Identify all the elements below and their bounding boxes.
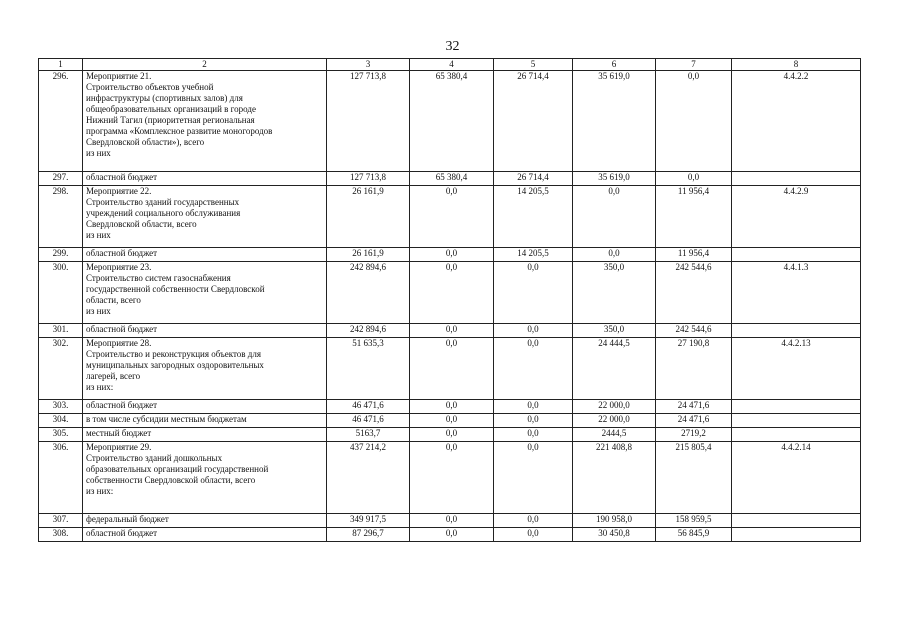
description-line: областной бюджет [86, 172, 158, 182]
value-cell: 0,0 [494, 428, 573, 442]
description-line: образовательных организаций государственной [86, 464, 269, 474]
description-line: государственной собственности Свердловской [86, 284, 265, 294]
value-cell: 46 471,6 [327, 400, 410, 414]
value-cell: 350,0 [573, 262, 656, 324]
target-code: 4.4.2.13 [732, 338, 861, 400]
value-cell: 350,0 [573, 324, 656, 338]
value-cell: 26 714,4 [494, 172, 573, 186]
description-line: Мероприятие 23. [86, 262, 152, 272]
value-cell: 24 471,6 [656, 414, 732, 428]
value-cell: 0,0 [410, 248, 494, 262]
row-number: 308. [39, 528, 83, 542]
value-cell: 46 471,6 [327, 414, 410, 428]
description-line: Строительство и реконструкция объектов для [86, 349, 262, 359]
row-description [83, 71, 327, 172]
description-line: Мероприятие 22. [86, 186, 152, 196]
value-cell: 2444,5 [573, 428, 656, 442]
target-code [732, 528, 861, 542]
value-cell: 0,0 [494, 528, 573, 542]
value-cell: 0,0 [656, 172, 732, 186]
value-cell: 0,0 [410, 514, 494, 528]
value-cell: 0,0 [410, 428, 494, 442]
value-cell: 0,0 [573, 248, 656, 262]
description-line: из них: [86, 486, 114, 496]
value-cell: 0,0 [410, 324, 494, 338]
value-cell: 0,0 [410, 442, 494, 514]
target-code [732, 172, 861, 186]
value-cell: 127 713,8 [327, 172, 410, 186]
value-cell: 0,0 [410, 186, 494, 248]
value-cell: 0,0 [410, 400, 494, 414]
description-line: программа «Комплексное развитие моногородов [86, 126, 273, 136]
value-cell: 56 845,9 [656, 528, 732, 542]
row-description [83, 528, 327, 542]
table-row [39, 248, 861, 262]
description-line: Мероприятие 29. [86, 442, 152, 452]
row-number: 296. [39, 71, 83, 172]
value-cell: 14 205,5 [494, 248, 573, 262]
value-cell: 65 380,4 [410, 172, 494, 186]
target-code: 4.4.2.9 [732, 186, 861, 248]
table-row [39, 324, 861, 338]
value-cell: 0,0 [494, 514, 573, 528]
value-cell: 22 000,0 [573, 400, 656, 414]
description-line: местный бюджет [86, 428, 152, 438]
value-cell: 0,0 [494, 262, 573, 324]
row-number: 297. [39, 172, 83, 186]
column-header: 1 [39, 59, 83, 71]
row-number: 301. [39, 324, 83, 338]
value-cell: 158 959,5 [656, 514, 732, 528]
row-number: 304. [39, 414, 83, 428]
description-line: Строительство систем газоснабжения [86, 273, 231, 283]
value-cell: 0,0 [494, 324, 573, 338]
value-cell: 5163,7 [327, 428, 410, 442]
column-header: 8 [732, 59, 861, 71]
column-header: 7 [656, 59, 732, 71]
column-header: 6 [573, 59, 656, 71]
description-line: Мероприятие 21. [86, 71, 152, 81]
value-cell: 26 161,9 [327, 186, 410, 248]
target-code [732, 514, 861, 528]
row-number: 302. [39, 338, 83, 400]
description-line: из них [86, 230, 111, 240]
value-cell: 26 714,4 [494, 71, 573, 172]
value-cell: 24 471,6 [656, 400, 732, 414]
target-code [732, 400, 861, 414]
target-code: 4.4.2.14 [732, 442, 861, 514]
value-cell: 0,0 [410, 528, 494, 542]
value-cell: 14 205,5 [494, 186, 573, 248]
row-description [83, 248, 327, 262]
table-row [39, 400, 861, 414]
value-cell: 30 450,8 [573, 528, 656, 542]
description-line: Нижний Тагил (приоритетная региональная [86, 115, 255, 125]
target-code [732, 248, 861, 262]
target-code [732, 414, 861, 428]
column-header: 2 [83, 59, 327, 71]
description-line: областной бюджет [86, 324, 158, 334]
description-line: собственности Свердловской области, всего [86, 475, 256, 485]
value-cell: 22 000,0 [573, 414, 656, 428]
description-line: Свердловской области, всего [86, 219, 197, 229]
description-line: учреждений социального обслуживания [86, 208, 241, 218]
description-line: областной бюджет [86, 528, 158, 538]
description-line: Строительство объектов учебной [86, 82, 214, 92]
value-cell: 0,0 [410, 414, 494, 428]
row-number: 300. [39, 262, 83, 324]
description-line: областной бюджет [86, 400, 158, 410]
value-cell: 349 917,5 [327, 514, 410, 528]
row-description [83, 324, 327, 338]
value-cell: 0,0 [494, 414, 573, 428]
page-number: 32 [445, 39, 460, 54]
row-description [83, 262, 327, 324]
table-row [39, 262, 861, 324]
description-line: в том числе субсидии местным бюджетам [86, 414, 247, 424]
description-line: общеобразовательных организаций в городе [86, 104, 256, 114]
column-header: 3 [327, 59, 410, 71]
table-row [39, 186, 861, 248]
value-cell: 190 958,0 [573, 514, 656, 528]
table-row [39, 442, 861, 514]
value-cell: 24 444,5 [573, 338, 656, 400]
target-code [732, 324, 861, 338]
table-row [39, 514, 861, 528]
row-number: 306. [39, 442, 83, 514]
row-number: 307. [39, 514, 83, 528]
budget-table [38, 58, 861, 542]
description-line: из них: [86, 382, 114, 392]
value-cell: 215 805,4 [656, 442, 732, 514]
value-cell: 0,0 [494, 400, 573, 414]
row-number: 303. [39, 400, 83, 414]
value-cell: 87 296,7 [327, 528, 410, 542]
value-cell: 0,0 [410, 338, 494, 400]
description-line: инфраструктуры (спортивных залов) для [86, 93, 243, 103]
value-cell: 242 544,6 [656, 262, 732, 324]
value-cell: 437 214,2 [327, 442, 410, 514]
target-code [732, 428, 861, 442]
value-cell: 35 619,0 [573, 172, 656, 186]
target-code: 4.4.1.3 [732, 262, 861, 324]
description-line: муниципальных загородных оздоровительных [86, 360, 264, 370]
description-line: Строительство зданий дошкольных [86, 453, 223, 463]
row-description [83, 172, 327, 186]
row-description [83, 338, 327, 400]
row-description [83, 414, 327, 428]
description-line: Строительство зданий государственных [86, 197, 240, 207]
column-header: 4 [410, 59, 494, 71]
row-description [83, 442, 327, 514]
table-row [39, 414, 861, 428]
description-line: областной бюджет [86, 248, 158, 258]
description-line: федеральный бюджет [86, 514, 169, 524]
row-number: 299. [39, 248, 83, 262]
table-row [39, 172, 861, 186]
description-line: Мероприятие 28. [86, 338, 152, 348]
value-cell: 65 380,4 [410, 71, 494, 172]
value-cell: 11 956,4 [656, 248, 732, 262]
row-description [83, 186, 327, 248]
description-line: из них [86, 306, 111, 316]
table-row [39, 71, 861, 172]
row-description [83, 428, 327, 442]
value-cell: 242 894,6 [327, 262, 410, 324]
value-cell: 26 161,9 [327, 248, 410, 262]
value-cell: 0,0 [494, 338, 573, 400]
table-header-row [39, 59, 861, 71]
value-cell: 2719,2 [656, 428, 732, 442]
value-cell: 27 190,8 [656, 338, 732, 400]
value-cell: 242 894,6 [327, 324, 410, 338]
target-code: 4.4.2.2 [732, 71, 861, 172]
table-row [39, 528, 861, 542]
description-line: из них [86, 148, 111, 158]
table-row [39, 428, 861, 442]
row-description [83, 514, 327, 528]
table-row [39, 338, 861, 400]
value-cell: 0,0 [656, 71, 732, 172]
value-cell: 242 544,6 [656, 324, 732, 338]
row-description [83, 400, 327, 414]
row-number: 298. [39, 186, 83, 248]
value-cell: 0,0 [494, 442, 573, 514]
description-line: лагерей, всего [86, 371, 141, 381]
description-line: области, всего [86, 295, 141, 305]
value-cell: 11 956,4 [656, 186, 732, 248]
value-cell: 127 713,8 [327, 71, 410, 172]
value-cell: 0,0 [573, 186, 656, 248]
value-cell: 51 635,3 [327, 338, 410, 400]
value-cell: 221 408,8 [573, 442, 656, 514]
value-cell: 35 619,0 [573, 71, 656, 172]
column-header: 5 [494, 59, 573, 71]
description-line: Свердловской области»), всего [86, 137, 205, 147]
value-cell: 0,0 [410, 262, 494, 324]
row-number: 305. [39, 428, 83, 442]
